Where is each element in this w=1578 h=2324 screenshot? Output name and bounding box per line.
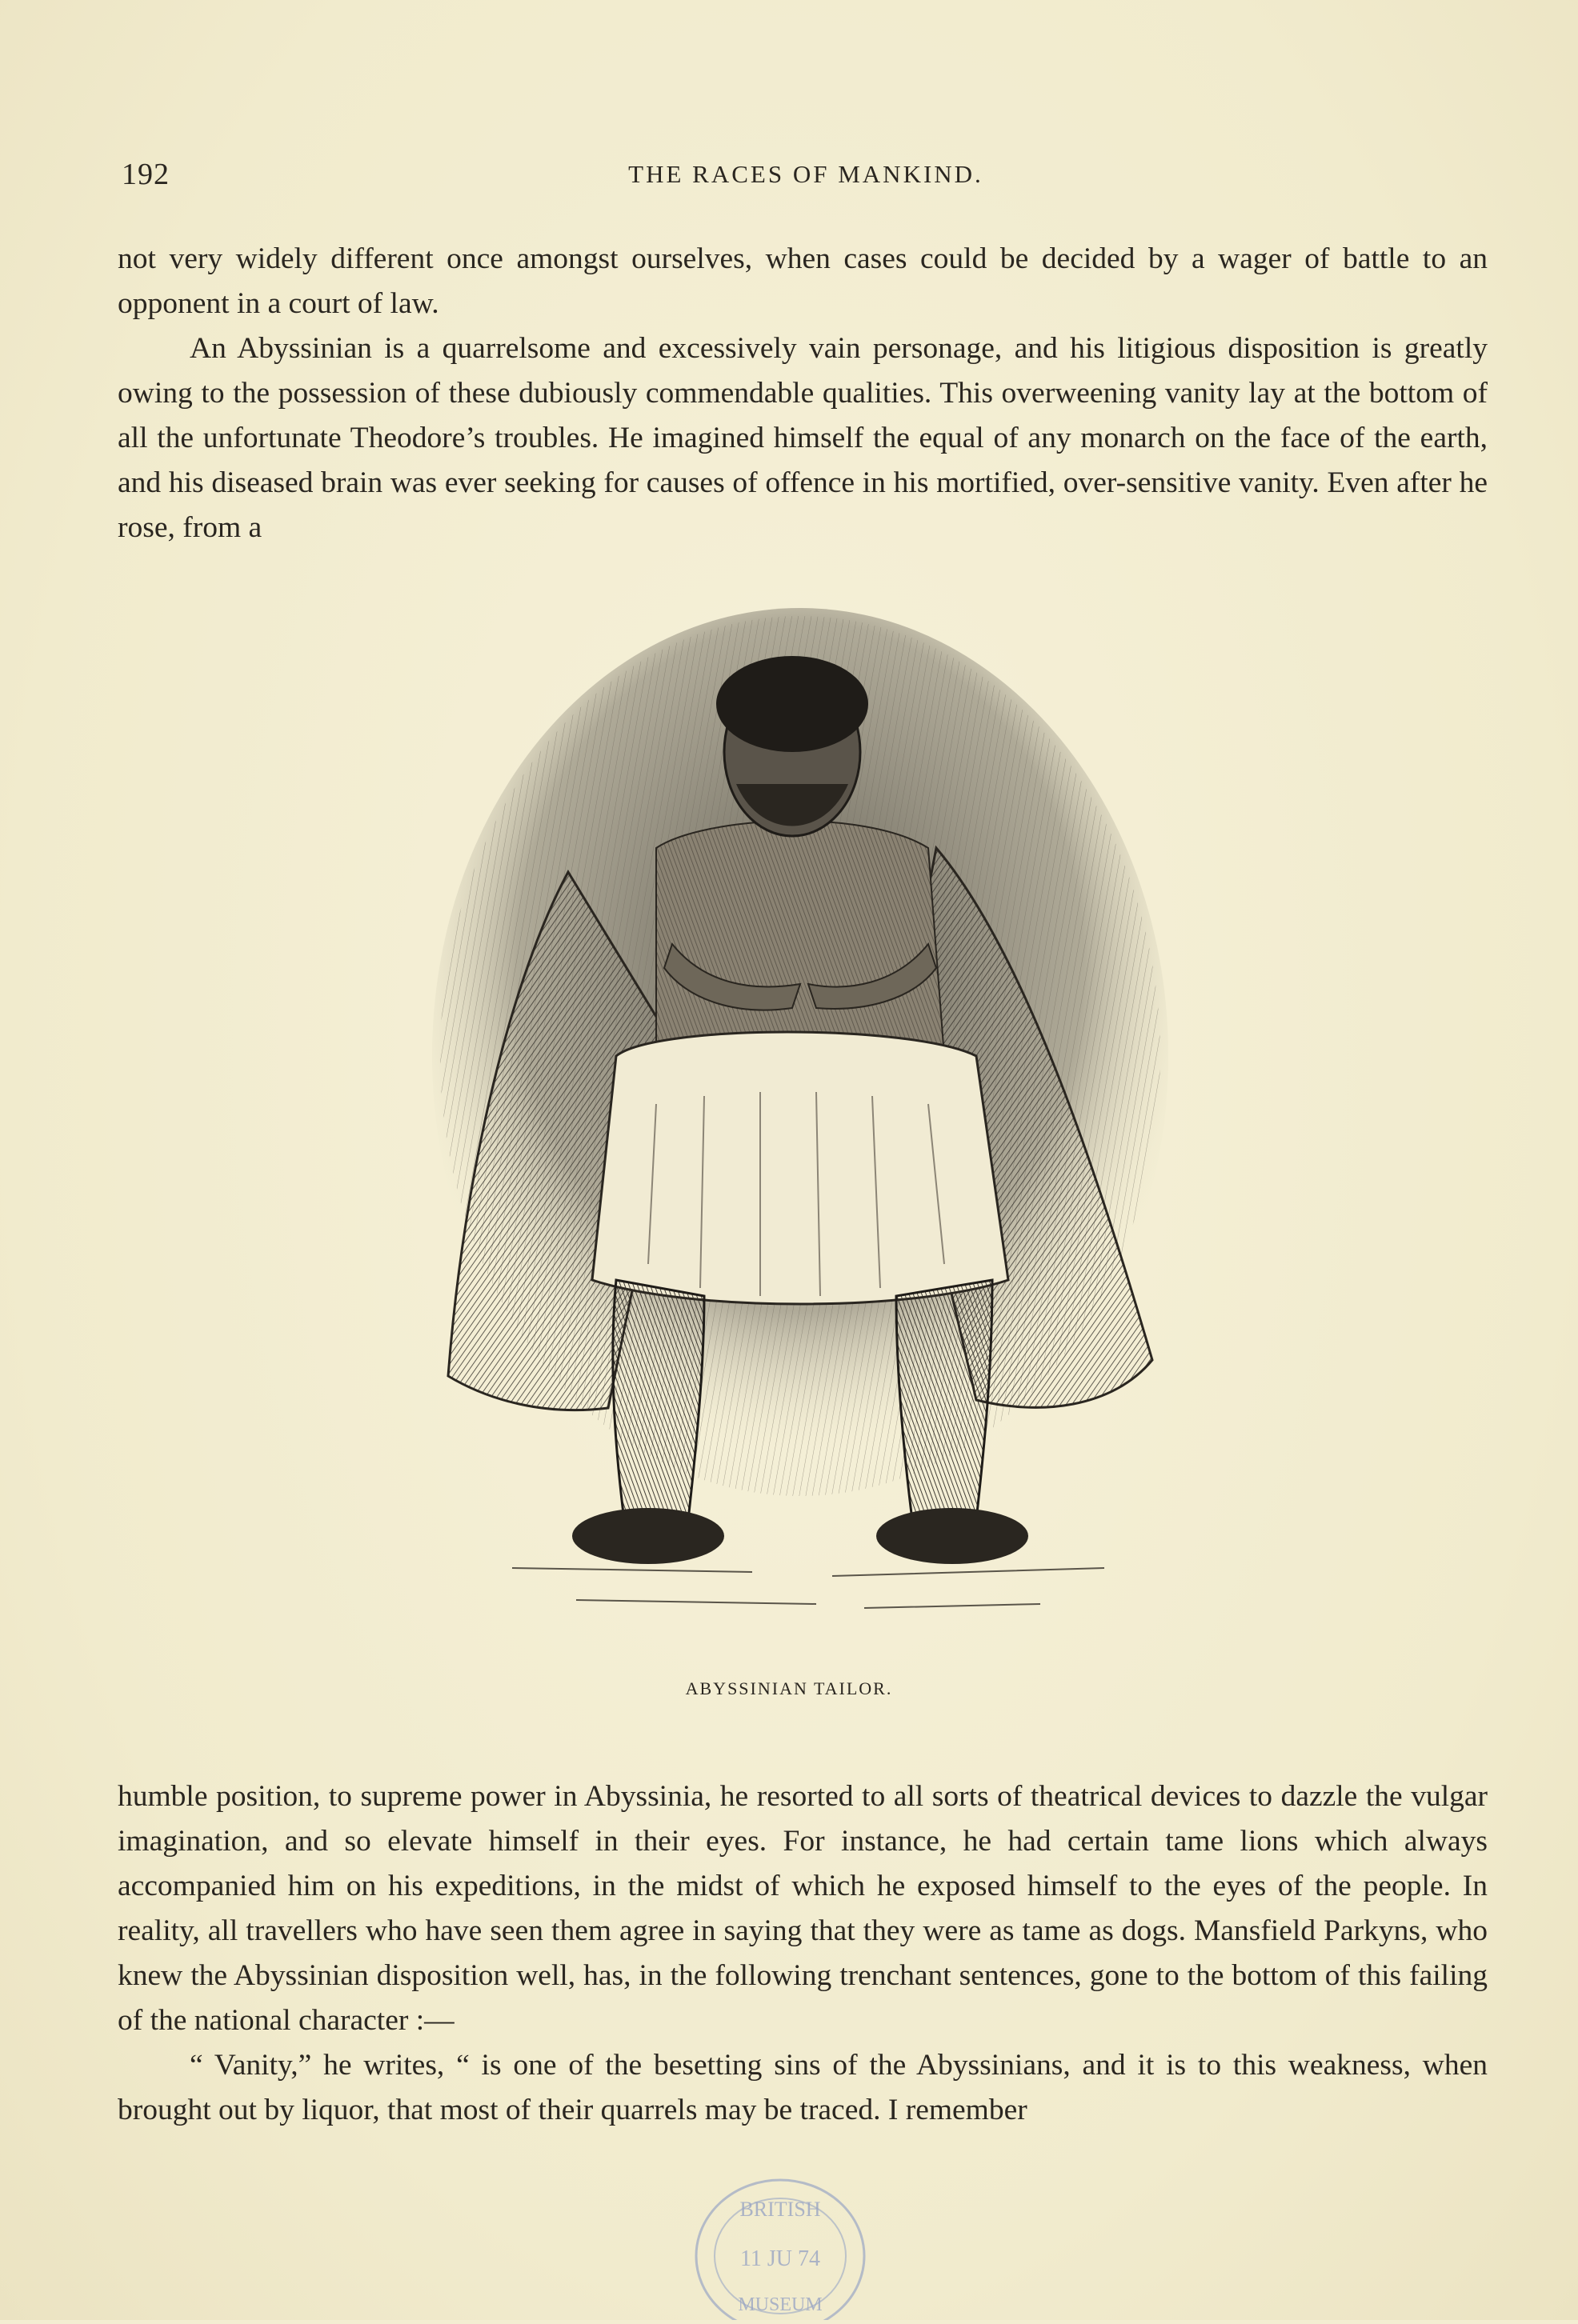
figure-caption: ABYSSINIAN TAILOR.	[685, 1678, 893, 1698]
paragraph: not very widely different once amongst ourselves, when cases could be decided by a wager of battle to an opponent in a court of law.	[118, 242, 1488, 320]
paragraph: humble position, to supreme power in Abyssinia, he resorted to all sorts of theatrical devices to dazzle the vulgar imagination, and so elevate himself in their eyes. For instance, he had certain tame lions which always accompanied him on his expeditions, in the midst of which he exposed himself to the eyes of the people. In reality, all travellers who have seen them agree in saying that they were as tame as dogs. Mansfield Parkyns, who knew the Abyssinian disposition well, has, in the following trenchant sentences, gone to the bottom of this failing of the national character :—	[118, 1780, 1488, 2037]
stamp-seal	[684, 2168, 876, 2320]
page-number: 192	[122, 158, 170, 191]
stamp-top-text: BRITISH	[739, 2198, 821, 2221]
body-text-bottom	[118, 1774, 1488, 2133]
stamp-bottom-text: MUSEUM	[738, 2294, 823, 2315]
paragraph: “ Vanity,” he writes, “ is one of the besetting sins of the Abyssinians, and it is to this weakness, when brought out by liquor, that most of their quarrels may be traced. I remember	[118, 2049, 1488, 2126]
stamp-date-text: 11 JU 74	[739, 2246, 821, 2271]
body-text-top	[118, 237, 1488, 550]
paragraph: An Abyssinian is a quarrelsome and excessively vain personage, and his litigious disposition is greatly owing to the possession of these dubiously commendable qualities. This overweening vanity lay at the bottom of all the unfortunate Theodore’s troubles. He imagined himself the equal of any monarch on the face of the earth, and his diseased brain was ever seeking for causes of offence in his mortified, over-sensitive vanity. Even after he rose, from a	[118, 332, 1488, 544]
page-header	[122, 157, 1490, 205]
library-stamp	[684, 2168, 876, 2320]
running-head: THE RACES OF MANKIND.	[628, 160, 983, 188]
engraving-illustration	[416, 608, 1184, 1664]
engraving-abyssinian-tailor	[416, 608, 1184, 1664]
